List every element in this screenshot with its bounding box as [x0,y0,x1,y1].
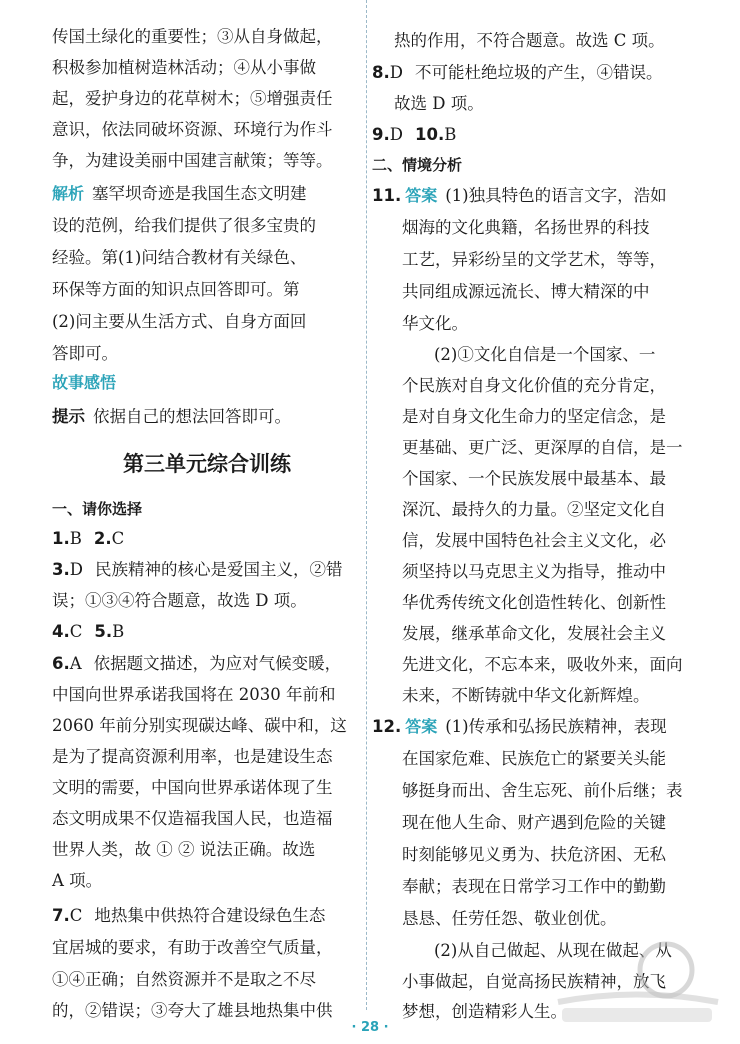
text-line: 恳恳、任劳任怨、敬业创优。 [402,909,617,928]
text-line: (2)①文化自信是一个国家、一 [434,345,656,364]
text-line: 态文明成果不仅造福我国人民，也造福 [52,809,333,828]
page-number: · 28 · [351,1020,389,1035]
question-12 [372,716,667,738]
tip-line [52,406,291,428]
answer-choice: D [389,63,403,82]
question-number: 3. [52,560,70,579]
question-number: 11. [372,186,402,205]
question-11 [372,185,667,207]
tip-label: 提示 [52,407,85,426]
question-number: 2. [93,529,112,548]
text-line: 小事做起，自觉高扬民族精神，放飞 [402,972,666,991]
question-number: 9. [372,125,390,144]
text-line: 意识，依法同破坏资源、环境行为作斗 [52,120,333,139]
text-line: 梦想，创造精彩人生。 [402,1002,567,1021]
text-line: 先进文化，不忘本来，吸收外来，面向 [402,655,683,674]
answer-choice: C [69,622,83,641]
explanation-text: 不可能杜绝垃圾的产生，④错误。 [414,63,663,82]
text-line: 世界人类，故 ① ② 说法正确。故选 [52,840,316,859]
text-line: 更基础、更广泛、更深厚的自信，是一 [402,438,683,457]
question-number: 8. [372,63,390,82]
text-line: 争，为建设美丽中国建言献策；等等。 [52,151,333,170]
question-7 [52,905,325,927]
answer-row [52,621,124,643]
text-line: 环保等方面的知识点回答即可。第 [52,280,300,299]
analysis-label: 解析 [52,184,85,203]
unit-title: 第三单元综合训练 [123,452,291,476]
text-line: 华文化。 [402,314,468,333]
text-line: 够挺身而出、舍生忘死、前仆后继；表 [402,781,683,800]
text-line: 中国向世界承诺我国将在 2030 年前和 [52,685,336,704]
text-line: 误；①③④符合题意，故选 D 项。 [52,591,307,610]
text-line: 是对自身文化生命力的坚定信念，是 [402,407,666,426]
question-number: 10. [414,125,445,144]
text-line: A 项。 [52,871,103,890]
text-line: 积极参加植树造林活动；④从小事做 [52,58,316,77]
text-line: 未来，不断铸就中华文化新辉煌。 [402,686,650,705]
answer-choice: C [69,906,83,925]
text-line: 故选 D 项。 [394,94,484,113]
answer-choice: C [111,529,125,548]
text-line: 发展，继承革命文化，发展社会主义 [402,624,666,643]
text-line: 时刻能够见义勇为、扶危济困、无私 [402,845,666,864]
question-8 [372,62,662,84]
explanation-text: 地热集中供热符合建设绿色生态 [94,906,326,925]
answer-choice: D [69,560,83,579]
text-line: 个民族对自身文化价值的充分肯定， [402,376,666,395]
answer-row [52,528,124,550]
question-3 [52,559,342,581]
explanation-text: 民族精神的核心是爱国主义，②错 [94,560,343,579]
answer-choice: A [69,654,82,673]
question-number: 5. [94,622,113,641]
text-line: 热的作用，不符合题意。故选 C 项。 [394,31,665,50]
text-line: 传国土绿化的重要性；③从自身做起， [52,27,333,46]
question-number: 12. [372,717,402,736]
text-line: 深沉、最持久的力量。②坚定文化自 [402,500,666,519]
answer-label: 答案 [405,186,438,205]
question-number: 1. [52,529,70,548]
text-line: 奉献；表现在日常学习工作中的勤勤 [402,877,666,896]
text-line: 是为了提高资源利用率，也是建设生态 [52,747,333,766]
text-line: 个国家、一个民族发展中最基本、最 [402,469,666,488]
section-heading: 一、请你选择 [52,500,143,518]
column-divider [366,0,367,1010]
text-line: 共同组成源远流长、博大精深的中 [402,282,650,301]
text-line: (2)从自己做起、从现在做起、从 [434,941,672,960]
text-line: (2)问主要从生活方式、自身方面回 [52,312,307,331]
answer-row [372,124,456,146]
explanation-text: (1)独具特色的语言文字，浩如 [445,186,667,205]
answer-choice: B [112,622,125,641]
explanation-text: 依据题文描述，为应对气候变暖， [93,654,342,673]
text-line: 宜居城的要求，有助于改善空气质量， [52,938,333,957]
text-line: 经验。第(1)问结合教材有关绿色、 [52,248,307,267]
text-line: 现在他人生命、财产遇到危险的关键 [402,813,666,832]
analysis-text: 塞罕坝奇迹是我国生态文明建 [92,184,307,203]
text-line: ①④正确；自然资源并不是取之不尽 [52,970,316,989]
question-number: 6. [52,654,70,673]
explanation-text: (1)传承和弘扬民族精神，表现 [445,717,667,736]
text-line: 须坚持以马克思主义为指导，推动中 [402,562,666,581]
answer-choice: B [69,529,82,548]
section-heading: 二、情境分析 [372,156,463,174]
text-line: 的，②错误；③夸大了雄县地热集中供 [52,1001,333,1020]
text-line: 文明的需要，中国向世界承诺体现了生 [52,778,333,797]
text-line: 工艺，异彩纷呈的文学艺术，等等， [402,250,666,269]
text-line: 起，爱护身边的花草树木；⑤增强责任 [52,89,333,108]
answer-choice: D [389,125,403,144]
text-line: 在国家危难、民族危亡的紧要关头能 [402,749,666,768]
text-line: 烟海的文化典籍，名扬世界的科技 [402,218,650,237]
text-line: 华优秀传统文化创造性转化、创新性 [402,593,666,612]
question-number: 4. [52,622,70,641]
tip-text: 依据自己的想法回答即可。 [93,407,291,426]
answer-choice: B [444,125,457,144]
text-line: 信，发展中国特色社会主义文化，必 [402,531,666,550]
story-heading: 故事感悟 [52,373,117,392]
analysis-first-line [52,183,307,205]
answer-label: 答案 [405,717,438,736]
question-number: 7. [52,906,70,925]
text-line: 2060 年前分别实现碳达峰、碳中和，这 [52,716,347,735]
text-line: 答即可。 [52,344,118,363]
watermark-logo [548,932,728,1032]
text-line: 设的范例，给我们提供了很多宝贵的 [52,216,316,235]
question-6 [52,653,341,675]
